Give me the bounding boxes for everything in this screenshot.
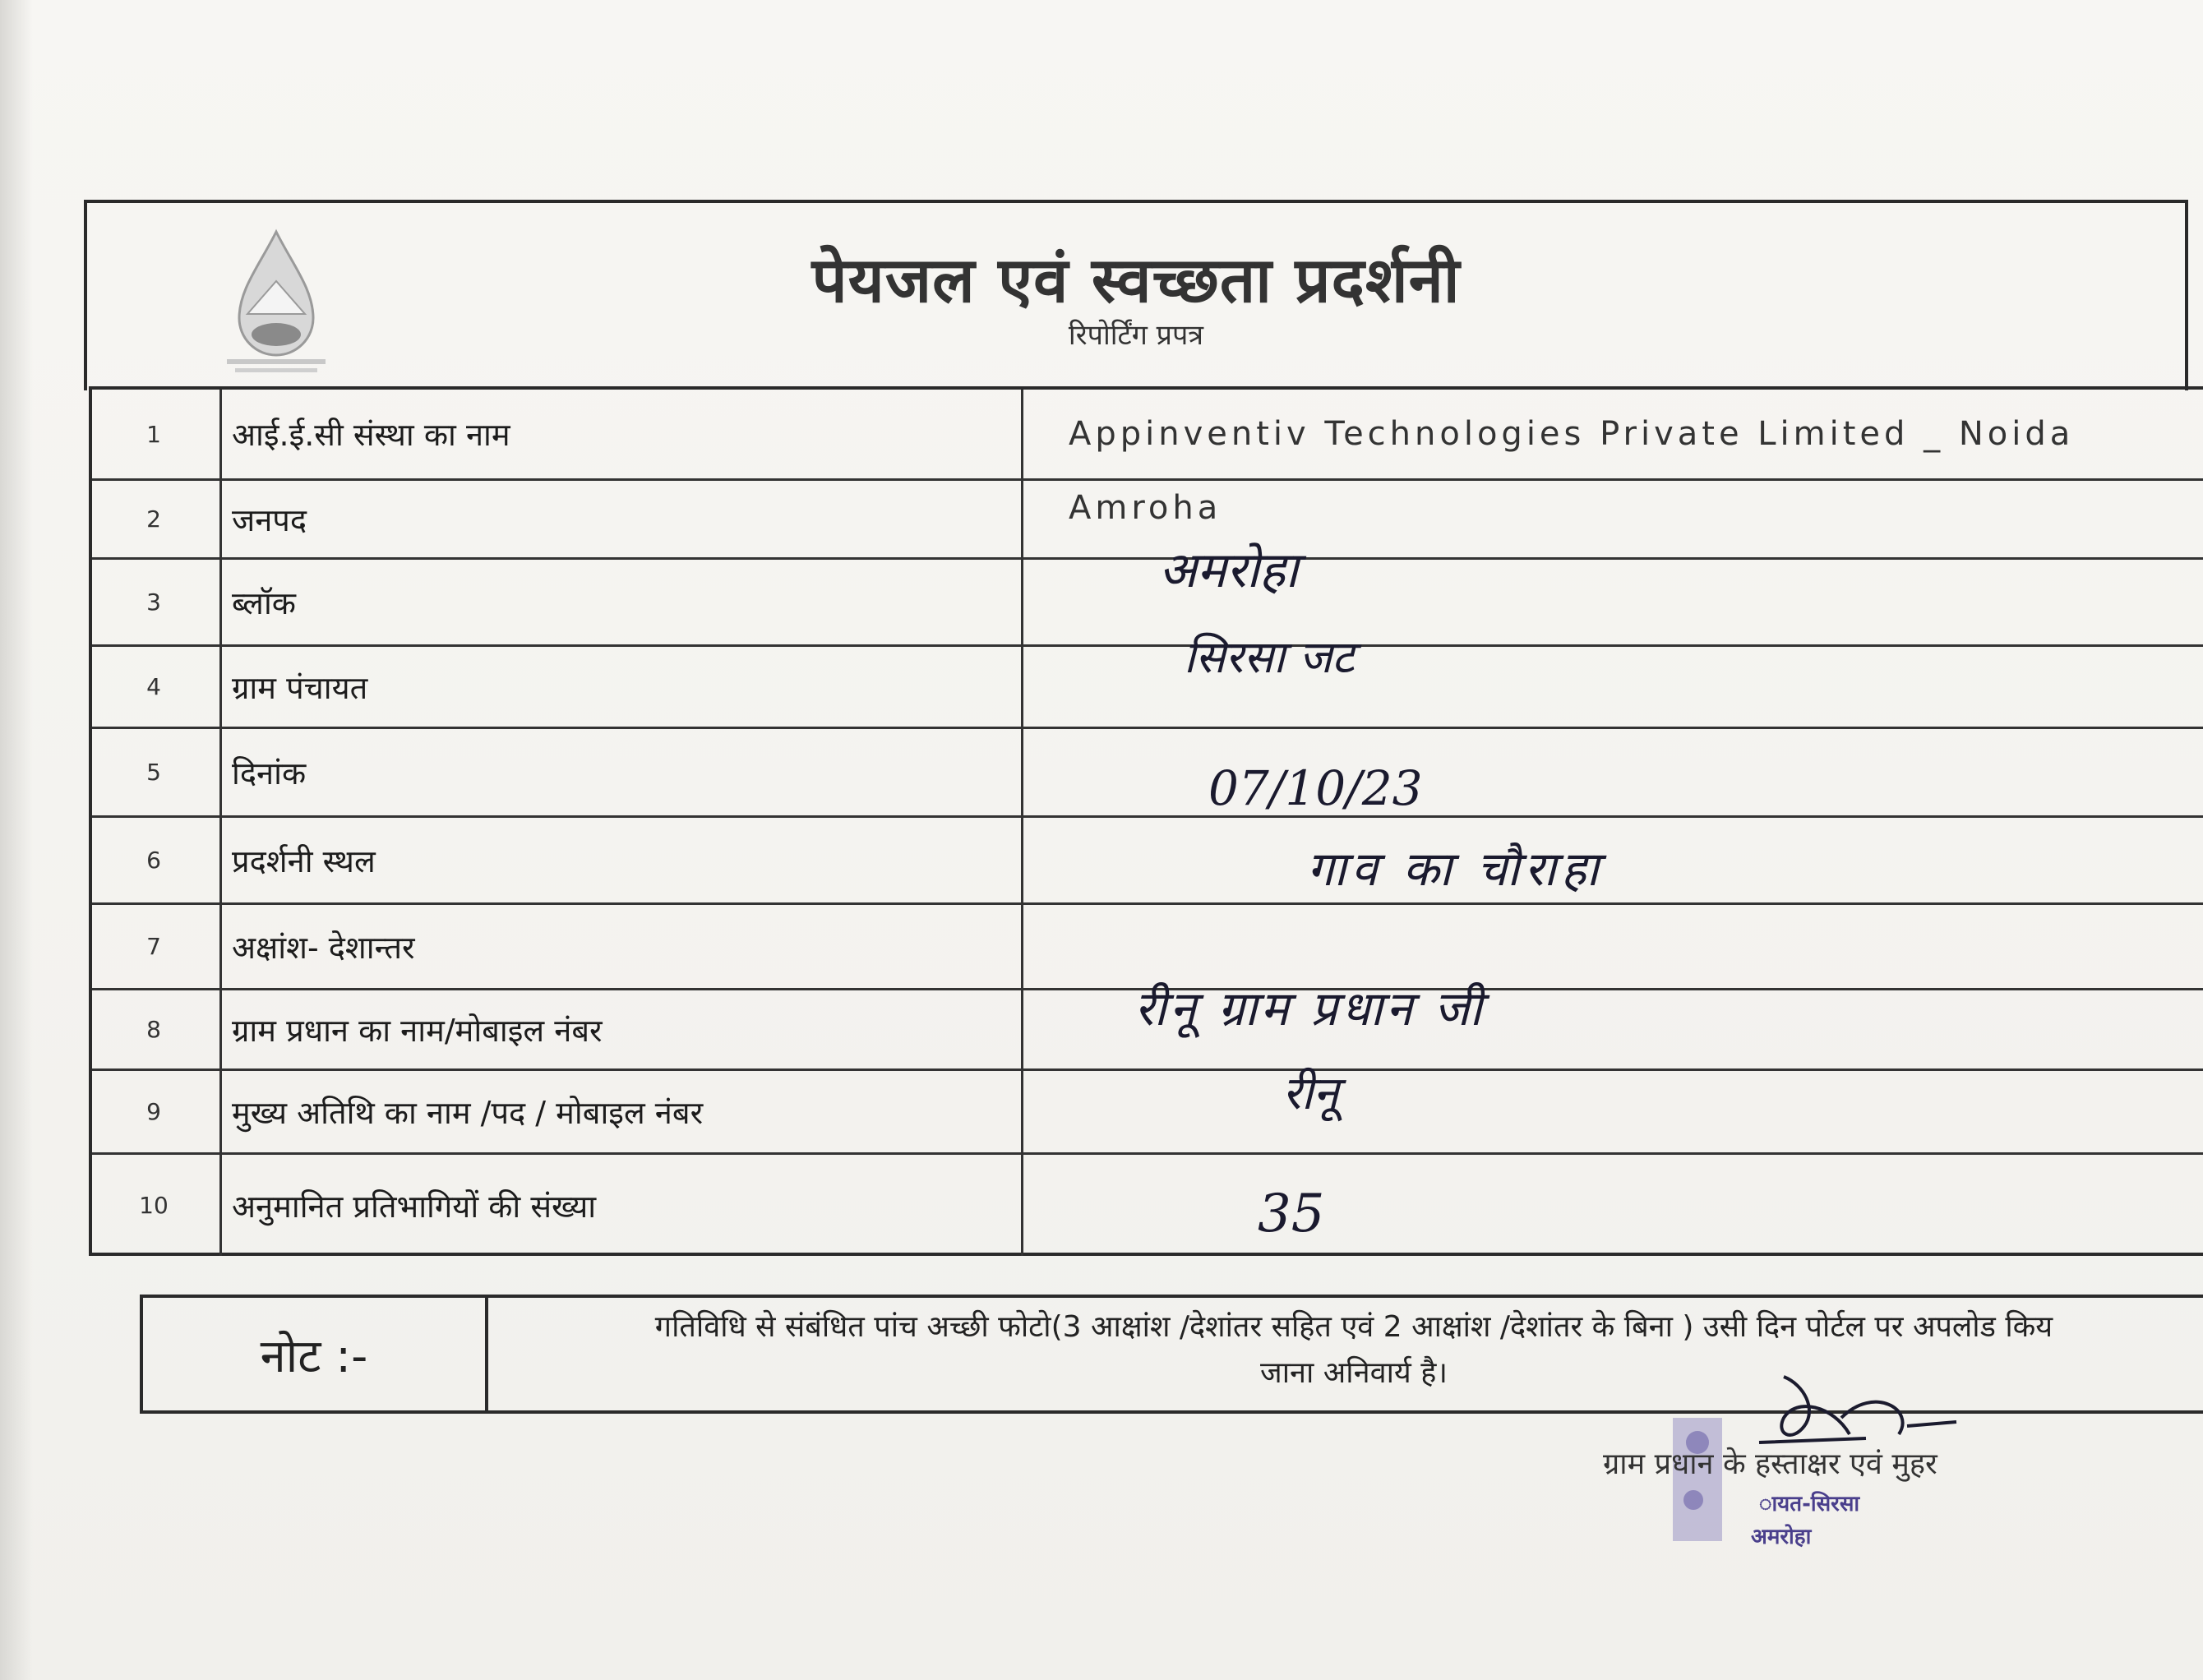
row-number: 5	[146, 759, 161, 786]
field-label: अक्षांश- देशान्तर	[219, 905, 1023, 988]
page-title: पेयजल एवं स्वच्छता प्रदर्शनी	[811, 243, 1461, 316]
row-number: 9	[146, 1098, 161, 1125]
note-text-line1: गतिविधि से संबंधित पांच अच्छी फोटो(3 आक्षांश /देशांतर सहित एवं 2 आक्षांश /देशांतर के बिना ) उसी दिन पोर्टल पर अपलोड किय	[654, 1310, 2053, 1344]
page-edge-shadow	[0, 0, 33, 1680]
note-text-line2: जाना अनिवार्य है।	[1259, 1356, 1448, 1390]
handwritten-date-value: 07/10/23	[1208, 760, 1423, 816]
signature-label: ग्राम प्रधान के हस्ताक्षर एवं मुहर	[1603, 1447, 1937, 1481]
field-label: जनपद	[219, 481, 1023, 557]
table-row	[92, 727, 2203, 815]
handwritten-guest-value: रीनू	[1282, 1067, 1339, 1120]
table-row	[92, 557, 2203, 644]
field-value: Appinventiv Technologies Private Limited _ Noida	[1069, 415, 2075, 453]
field-label: ब्लॉक	[219, 560, 1023, 644]
row-number: 3	[146, 588, 161, 616]
report-table	[89, 386, 2203, 1256]
handwritten-venue-value: गाव का चौराहा	[1307, 841, 1604, 897]
table-row	[92, 390, 2203, 478]
field-label: ग्राम प्रधान का नाम/मोबाइल नंबर	[219, 990, 1023, 1068]
field-label: आई.ई.सी संस्था का नाम	[219, 390, 1023, 478]
note-label: नोट :-	[143, 1298, 488, 1410]
table-row	[92, 478, 2203, 557]
table-row	[92, 1152, 2203, 1256]
row-number: 6	[146, 847, 161, 874]
row-number: 7	[146, 933, 161, 960]
field-label: प्रदर्शनी स्थल	[219, 818, 1023, 902]
field-label: मुख्य अतिथि का नाम /पद / मोबाइल नंबर	[219, 1071, 1023, 1152]
table-row	[92, 1068, 2203, 1152]
row-number: 4	[146, 673, 161, 700]
field-label: ग्राम पंचायत	[219, 647, 1023, 727]
stamp-text-line1: ायत-सिरसा	[1759, 1492, 1860, 1516]
stamp-text-line2: अमरोहा	[1751, 1525, 1812, 1549]
handwritten-panchayat-value: सिरसा जट	[1184, 631, 1355, 683]
row-number: 8	[146, 1016, 161, 1043]
row-number: 1	[146, 420, 161, 448]
handwritten-block-value: अमरोहा	[1159, 542, 1299, 599]
handwritten-pradhan-value: रीनू ग्राम प्रधान जी	[1134, 981, 1485, 1036]
form-header	[84, 200, 2188, 390]
row-number: 2	[146, 505, 161, 533]
table-row	[92, 815, 2203, 902]
field-label: अनुमानित प्रतिभागियों की संख्या	[219, 1155, 1023, 1256]
field-value: Amroha	[1069, 489, 1222, 527]
field-label: दिनांक	[219, 729, 1023, 815]
row-number: 10	[139, 1192, 169, 1219]
handwritten-participants-value: 35	[1258, 1184, 1325, 1244]
table-row	[92, 644, 2203, 727]
page-subtitle: रिपोर्टिंग प्रपत्र	[1068, 319, 1204, 352]
